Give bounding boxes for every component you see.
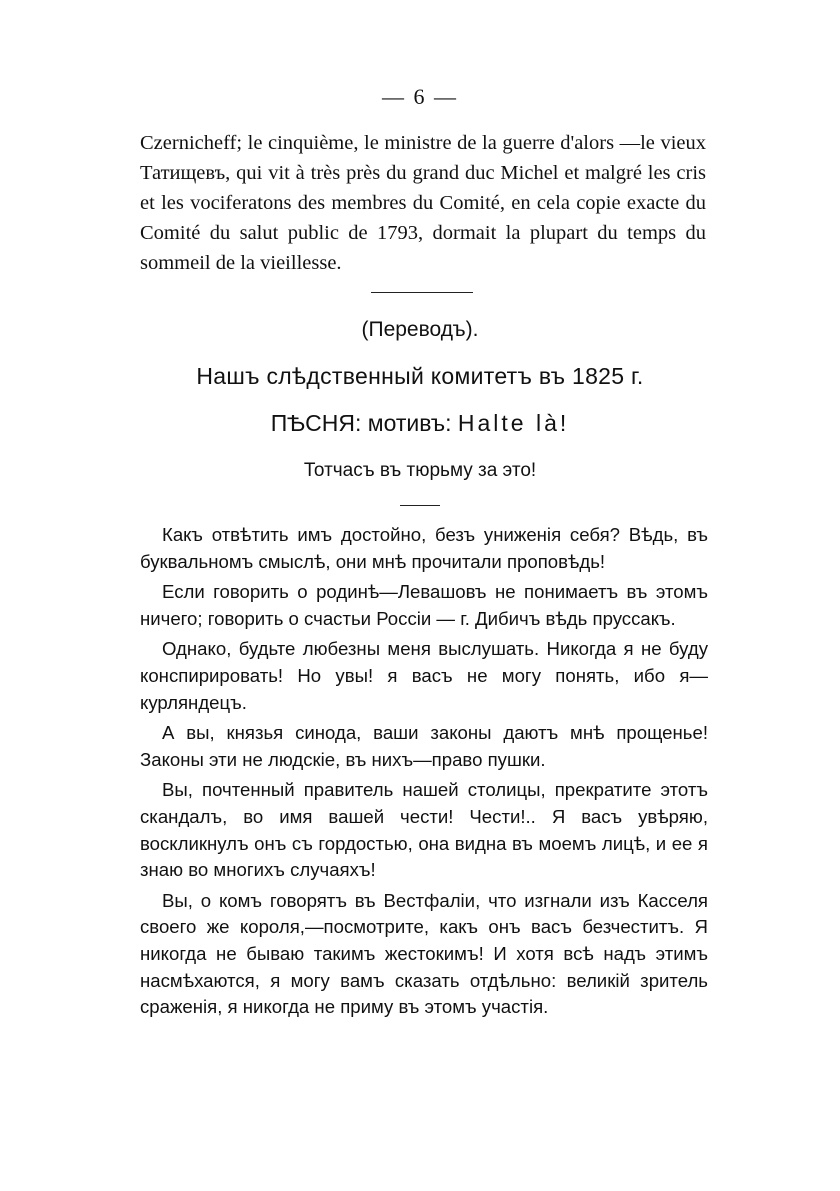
section-divider: [371, 292, 473, 293]
russian-paragraph: Если говорить о родинѣ—Левашовъ не понимаетъ въ этомъ ничего; говорить о счастьи Россіи — г. Дибичъ вѣдь пруссакъ.: [140, 581, 708, 629]
russian-paragraph: Какъ отвѣтить имъ достойно, безъ униженія себя? Вѣдь, въ буквальномъ смыслѣ, они мнѣ прочитали проповѣдь!: [140, 524, 708, 572]
page-number: — 6 —: [382, 84, 458, 109]
song-tune-name: Halte là!: [457, 410, 570, 436]
russian-paragraph: Вы, о комъ говорятъ въ Вестфаліи, что изгнали изъ Касселя своего же короля,—посмотрите, какъ онъ васъ безчеститъ. Я никогда не бываю такимъ жестокимъ! И хотя всѣ надъ этимъ насмѣхаются, я могу вамъ сказать отдѣльно: великій зритель сраженія, я никогда не приму въ этомъ участія.: [140, 889, 708, 1018]
section-heading: Нашъ слѣдственный комитетъ въ 1825 г.: [196, 363, 644, 389]
song-title: [0, 410, 840, 437]
russian-paragraph: А вы, князья синода, ваши законы даютъ мнѣ прощенье! Законы эти не людскіе, въ нихъ—право пушки.: [140, 722, 708, 770]
russian-text-block: [140, 522, 708, 1025]
short-divider: [400, 505, 440, 506]
russian-paragraph: Вы, почтенный правитель нашей столицы, прекратите этотъ скандалъ, во имя вашей чести! Чести!.. Я васъ увѣряю, воскликнулъ онъ съ гордостью, она видна въ моемъ лицѣ, и ее я знаю во многихъ случаяхъ!: [140, 779, 708, 881]
song-subtitle: Тотчасъ въ тюрьму за это!: [303, 460, 537, 481]
french-text-block: [140, 128, 706, 278]
song-title-prefix: ПѢСНЯ: мотивъ:: [270, 410, 458, 436]
french-paragraph: Czernicheff; le cinquième, le ministre de la guerre d'alors —le vieux Татищевъ, qui vit à très près du grand duc Michel et malgré les cris et les vociferatons des membres du Comité, en cela copie exacte du Comité du salut public de 1793, dormait la plupart du temps du sommeil de la vieillesse.: [140, 132, 706, 274]
russian-paragraph: Однако, будьте любезны меня выслушать. Никогда я не буду конспирировать! Но увы! я васъ не могу понять, ибо я—курляндецъ.: [140, 638, 708, 713]
translation-label: (Переводъ).: [361, 318, 479, 341]
